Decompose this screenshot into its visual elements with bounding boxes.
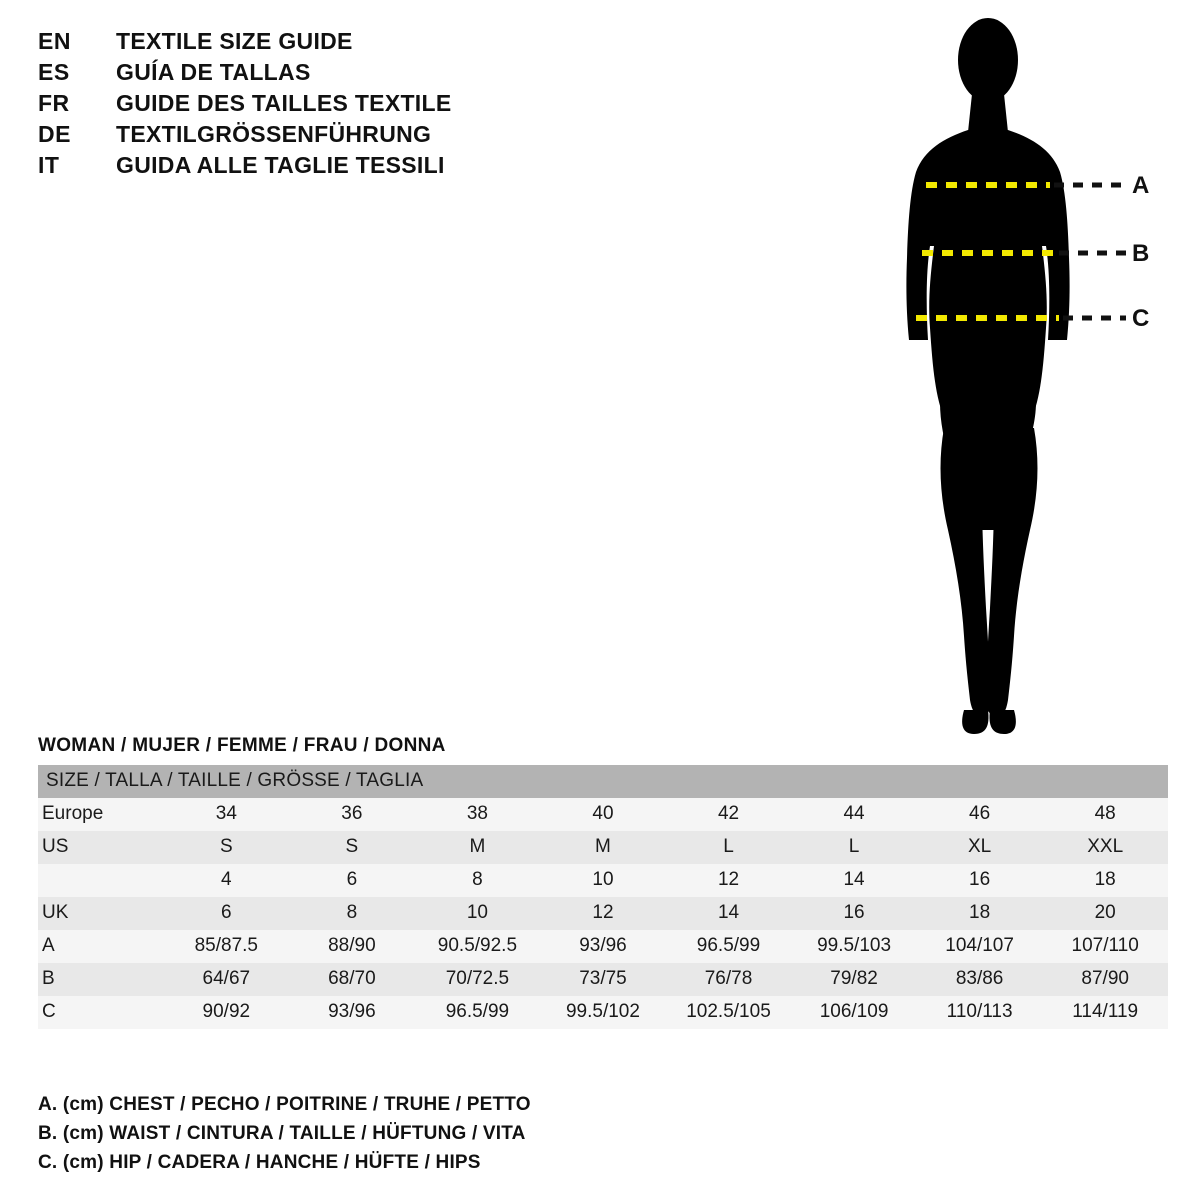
table-cell: S bbox=[289, 831, 415, 864]
table-cell: 99.5/103 bbox=[791, 930, 917, 963]
table-cell: 16 bbox=[791, 897, 917, 930]
language-row-es bbox=[38, 59, 658, 90]
table-cell: 42 bbox=[666, 798, 792, 831]
table-cell: S bbox=[164, 831, 290, 864]
table-cell: 83/86 bbox=[917, 963, 1043, 996]
table-cell: 18 bbox=[917, 897, 1043, 930]
table-cell: 70/72.5 bbox=[415, 963, 541, 996]
table-cell: 93/96 bbox=[540, 930, 666, 963]
size-table bbox=[38, 765, 1168, 1029]
table-cell: 14 bbox=[791, 864, 917, 897]
language-title: TEXTILGRÖSSENFÜHRUNG bbox=[116, 121, 432, 147]
table-row bbox=[38, 963, 1168, 996]
row-label: Europe bbox=[38, 798, 164, 831]
table-row bbox=[38, 831, 1168, 864]
table-row bbox=[38, 864, 1168, 897]
table-header-row bbox=[38, 765, 1168, 798]
table-cell: 79/82 bbox=[791, 963, 917, 996]
table-cell: M bbox=[540, 831, 666, 864]
language-row-en bbox=[38, 28, 658, 59]
table-cell: 68/70 bbox=[289, 963, 415, 996]
table-cell: L bbox=[791, 831, 917, 864]
table-row bbox=[38, 897, 1168, 930]
table-row bbox=[38, 798, 1168, 831]
table-cell: 12 bbox=[540, 897, 666, 930]
table-cell: 8 bbox=[415, 864, 541, 897]
language-code: IT bbox=[38, 152, 60, 178]
language-row-it bbox=[38, 152, 658, 183]
table-cell: L bbox=[666, 831, 792, 864]
table-cell: 48 bbox=[1042, 798, 1168, 831]
table-cell: 36 bbox=[289, 798, 415, 831]
measurement-legend bbox=[38, 1090, 838, 1177]
body-figure bbox=[860, 10, 1190, 750]
language-row-de bbox=[38, 121, 658, 152]
table-cell: 44 bbox=[791, 798, 917, 831]
table-cell: XXL bbox=[1042, 831, 1168, 864]
table-cell: 6 bbox=[289, 864, 415, 897]
table-cell: 110/113 bbox=[917, 996, 1043, 1029]
table-cell: M bbox=[415, 831, 541, 864]
table-cell: 87/90 bbox=[1042, 963, 1168, 996]
table-cell: XL bbox=[917, 831, 1043, 864]
measure-label-a: A bbox=[1132, 172, 1150, 199]
table-cell: 96.5/99 bbox=[666, 930, 792, 963]
table-cell: 73/75 bbox=[540, 963, 666, 996]
table-cell: 34 bbox=[164, 798, 290, 831]
language-code: FR bbox=[38, 90, 70, 116]
language-title: TEXTILE SIZE GUIDE bbox=[116, 28, 353, 54]
table-cell: 20 bbox=[1042, 897, 1168, 930]
measure-label-b: B bbox=[1132, 240, 1150, 267]
table-cell: 85/87.5 bbox=[164, 930, 290, 963]
language-code: DE bbox=[38, 121, 71, 147]
legend-waist: B. (cm) WAIST / CINTURA / TAILLE / HÜFTUNG / VITA bbox=[38, 1123, 526, 1144]
table-cell: 46 bbox=[917, 798, 1043, 831]
language-title: GUÍA DE TALLAS bbox=[116, 59, 311, 85]
table-row bbox=[38, 930, 1168, 963]
table-cell: 18 bbox=[1042, 864, 1168, 897]
language-code: ES bbox=[38, 59, 70, 85]
table-cell: 12 bbox=[666, 864, 792, 897]
woman-silhouette-icon bbox=[860, 10, 1190, 750]
table-cell: 93/96 bbox=[289, 996, 415, 1029]
language-title-block bbox=[38, 28, 658, 183]
table-cell: 64/67 bbox=[164, 963, 290, 996]
table-cell: 102.5/105 bbox=[666, 996, 792, 1029]
table-cell: 90/92 bbox=[164, 996, 290, 1029]
row-label: B bbox=[38, 963, 164, 996]
table-cell: 10 bbox=[540, 864, 666, 897]
table-cell: 14 bbox=[666, 897, 792, 930]
table-cell: 114/119 bbox=[1042, 996, 1168, 1029]
table-cell: 76/78 bbox=[666, 963, 792, 996]
table-header-label: SIZE / TALLA / TAILLE / GRÖSSE / TAGLIA bbox=[38, 765, 1168, 798]
table-cell: 40 bbox=[540, 798, 666, 831]
table-cell: 4 bbox=[164, 864, 290, 897]
measure-label-c: C bbox=[1132, 305, 1150, 332]
table-cell: 99.5/102 bbox=[540, 996, 666, 1029]
language-title: GUIDE DES TAILLES TEXTILE bbox=[116, 90, 452, 116]
legend-chest: A. (cm) CHEST / PECHO / POITRINE / TRUHE / PETTO bbox=[38, 1094, 531, 1115]
table-row bbox=[38, 996, 1168, 1029]
table-cell: 10 bbox=[415, 897, 541, 930]
row-label: A bbox=[38, 930, 164, 963]
table-cell: 96.5/99 bbox=[415, 996, 541, 1029]
table-cell: 106/109 bbox=[791, 996, 917, 1029]
table-cell: 88/90 bbox=[289, 930, 415, 963]
table-cell: 90.5/92.5 bbox=[415, 930, 541, 963]
table-cell: 6 bbox=[164, 897, 290, 930]
size-table-section bbox=[38, 735, 1168, 1029]
legend-hip: C. (cm) HIP / CADERA / HANCHE / HÜFTE / HIPS bbox=[38, 1152, 481, 1173]
table-cell: 8 bbox=[289, 897, 415, 930]
language-row-fr bbox=[38, 90, 658, 121]
row-label: US bbox=[38, 831, 164, 864]
table-cell: 107/110 bbox=[1042, 930, 1168, 963]
row-label: UK bbox=[38, 897, 164, 930]
table-cell: 16 bbox=[917, 864, 1043, 897]
language-title: GUIDA ALLE TAGLIE TESSILI bbox=[116, 152, 445, 178]
row-label bbox=[38, 864, 164, 897]
table-cell: 104/107 bbox=[917, 930, 1043, 963]
gender-title: WOMAN / MUJER / FEMME / FRAU / DONNA bbox=[38, 735, 446, 756]
language-code: EN bbox=[38, 28, 71, 54]
table-cell: 38 bbox=[415, 798, 541, 831]
row-label: C bbox=[38, 996, 164, 1029]
